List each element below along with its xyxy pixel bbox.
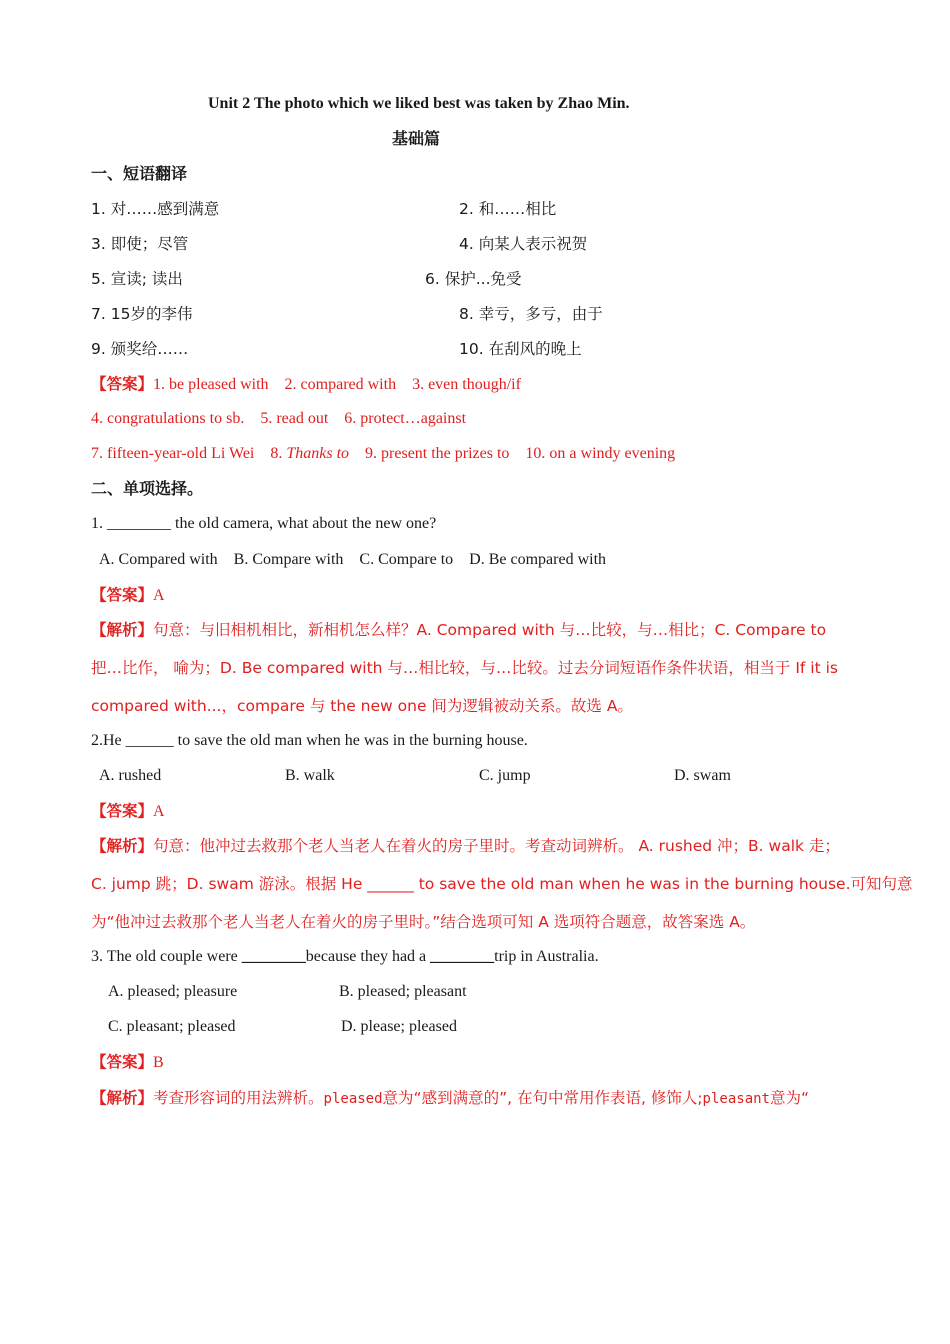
analysis-line: C. jump 跳；D. swam 游泳。根据 He ______ to save the old man when he was in the burning house.可知句意 [91, 875, 913, 893]
answer-label: 【答案】 [91, 802, 154, 820]
option-d: D. swam [674, 767, 731, 784]
blank: ________ [430, 948, 495, 965]
option-a: A. pleased; pleasure [108, 983, 238, 1000]
answer-line [91, 1052, 164, 1073]
option-b: B. pleased; pleasant [339, 983, 467, 1000]
phrase-item: 4. 向某人表示祝贺 [459, 235, 588, 253]
phrase-item: 5. 宣读; 读出 [91, 270, 183, 288]
stem-text: trip in Australia. [494, 948, 599, 965]
option-c: C. pleasant; pleased [108, 1018, 236, 1035]
answer-text: 7. fifteen-year-old Li Wei 8. [91, 445, 287, 462]
question-stem: 2.He ______ to save the old man when he was in the burning house. [91, 732, 528, 749]
phrase-item: 6. 保护...免受 [425, 270, 522, 288]
stem-text: 3. The old couple were [91, 948, 242, 965]
analysis-text: 意为“感到满意的”, 在句中常用作表语, 修饰人; [382, 1089, 703, 1107]
question-stem [91, 947, 599, 967]
analysis-line: 把…比作， 喻为；D. Be compared with 与…相比较，与…比较。过去分词短语作条件状语，相当于 If it is [91, 659, 838, 677]
answer-line [91, 444, 675, 464]
option-c: C. jump [479, 767, 531, 784]
analysis-line [91, 836, 840, 857]
answer-line [91, 585, 165, 606]
analysis-text: 考查形容词的用法辨析。 [153, 1089, 324, 1107]
answer-label: 【答案】 [91, 1053, 154, 1071]
question-stem: 1. ________ the old camera, what about the new one? [91, 515, 437, 532]
analysis-line: 为“他冲过去救那个老人当老人在着火的房子里时。”结合选项可知 A 选项符合题意，故答案选 A。 [91, 913, 756, 931]
answer-text-italic: Thanks to [286, 445, 350, 462]
option-a: A. rushed [99, 767, 162, 784]
answer-text: 1. be pleased with 2. compared with 3. even though/if [153, 376, 521, 393]
answer-line: 4. congratulations to sb. 5. read out 6. protect…against [91, 410, 467, 427]
question-options: A. Compared with B. Compare with C. Compare to D. Be compared with [99, 551, 607, 568]
answer-line [91, 374, 521, 395]
keyword: pleasant [702, 1091, 770, 1107]
analysis-line [91, 620, 826, 641]
phrase-item: 2. 和……相比 [459, 200, 557, 218]
stem-text: because they had a [305, 948, 431, 965]
analysis-label: 【解析】 [91, 1089, 154, 1107]
analysis-label: 【解析】 [91, 837, 154, 855]
analysis-text: 句意：与旧相机相比，新相机怎么样？A. Compared with 与…比较，与…相比；C. Compare to [153, 621, 827, 639]
analysis-line: compared with...，compare 与 the new one 间为逻辑被动关系。故选 A。 [91, 697, 633, 715]
blank: ________ [241, 948, 306, 965]
phrase-item: 9. 颁奖给…… [91, 340, 189, 358]
phrase-item: 8. 幸亏，多亏，由于 [459, 305, 603, 323]
answer-text: A [153, 803, 165, 820]
section2-heading: 二、单项选择。 [91, 479, 204, 498]
analysis-text: 意为“ [769, 1089, 810, 1107]
document-title: Unit 2 The photo which we liked best was taken by Zhao Min. [208, 95, 630, 112]
answer-line [91, 801, 165, 822]
answer-label: 【答案】 [91, 375, 154, 393]
answer-text: B [153, 1054, 164, 1071]
phrase-item: 3. 即使；尽管 [91, 235, 189, 253]
answer-text: A [153, 587, 165, 604]
analysis-line [91, 1088, 809, 1109]
phrase-item: 10. 在刮风的晚上 [459, 340, 582, 358]
option-b: B. walk [285, 767, 335, 784]
document-subtitle: 基础篇 [392, 129, 441, 148]
phrase-item: 7. 15岁的李伟 [91, 305, 193, 323]
option-d: D. please; pleased [341, 1018, 457, 1035]
analysis-label: 【解析】 [91, 621, 154, 639]
answer-label: 【答案】 [91, 586, 154, 604]
answer-text: 9. present the prizes to 10. on a windy evening [349, 445, 676, 462]
section1-heading: 一、短语翻译 [91, 164, 188, 183]
keyword: pleased [323, 1091, 383, 1107]
analysis-text: 句意：他冲过去救那个老人当老人在着火的房子里时。考查动词辨析。 A. rushed 冲；B. walk 走； [153, 837, 840, 855]
phrase-item: 1. 对……感到满意 [91, 200, 220, 218]
